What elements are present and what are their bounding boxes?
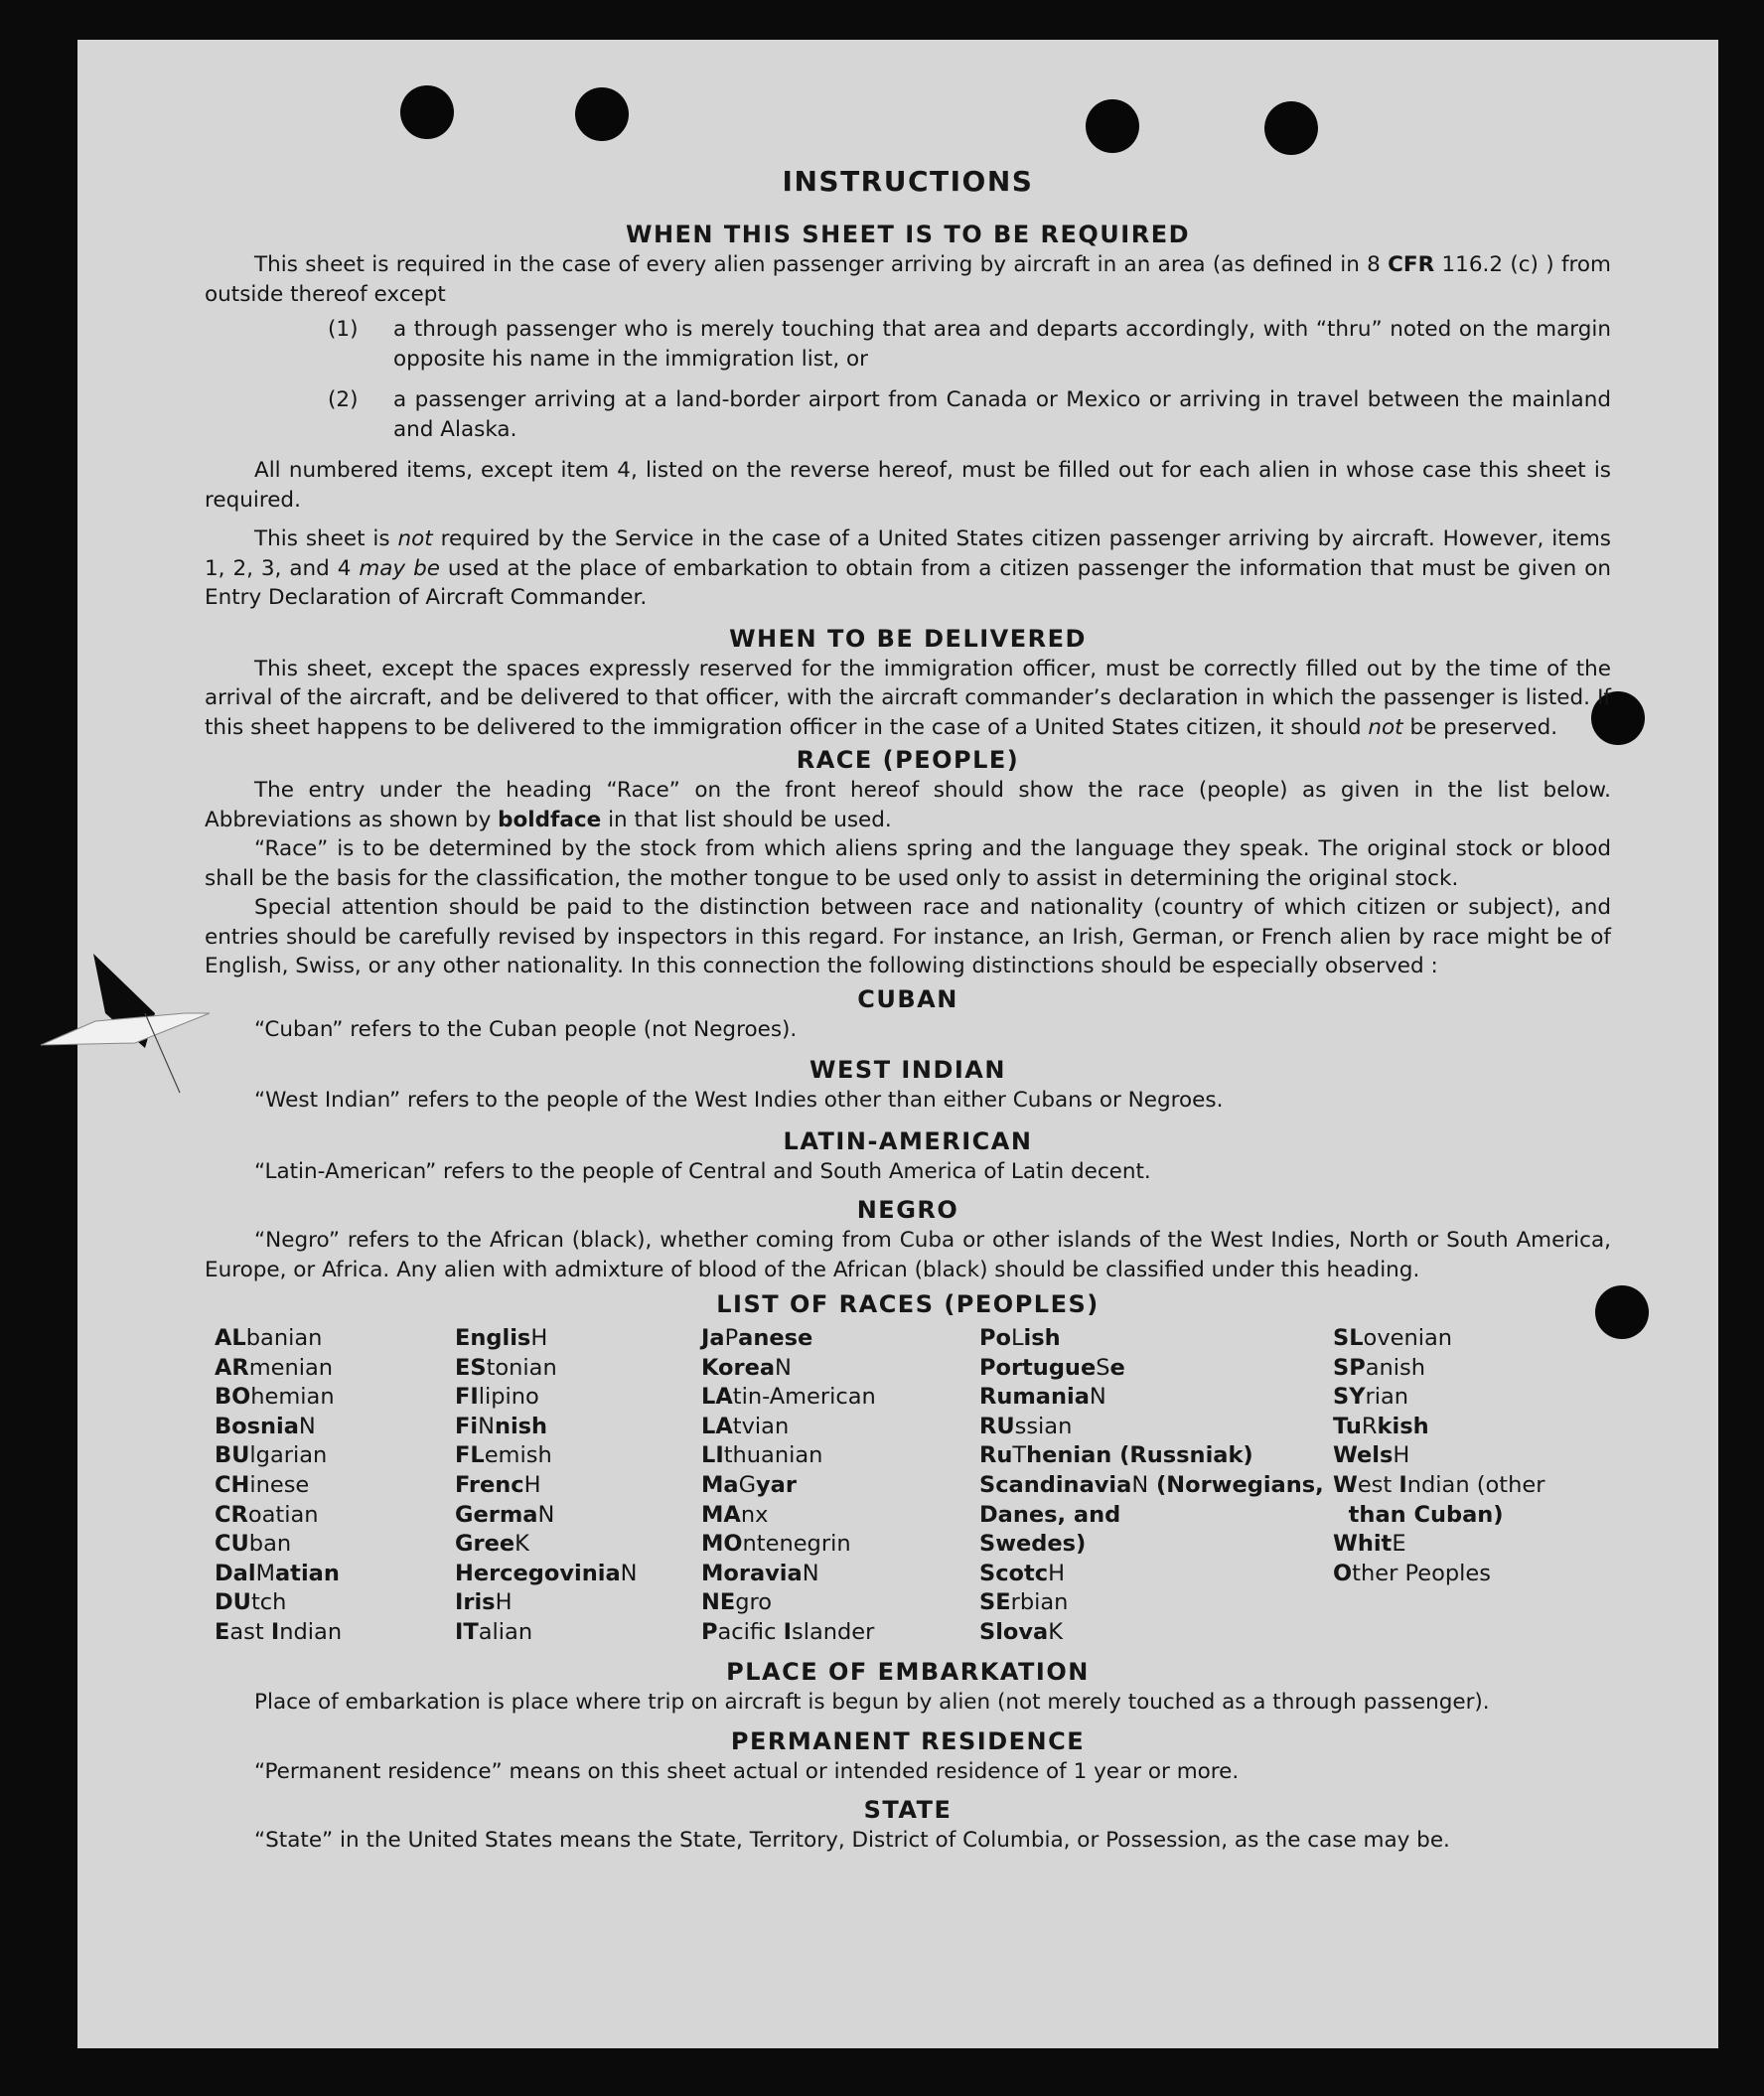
- race-entry: GermaN: [455, 1501, 555, 1528]
- heading-when-required: WHEN THIS SHEET IS TO BE REQUIRED: [625, 221, 1191, 248]
- paragraph-negro: “Negro” refers to the African (black), whether coming from Cuba or other islands of the West Indies, North or South America, Europe, or Africa. Any alien with admixture of blood of the African (black) should be classified under this heading.: [205, 1228, 1611, 1282]
- paragraph-requirement: This sheet is required in the case of every alien passenger arriving by aircraft in an area (as defined in 8 CFR 116.2 (c) ) from outside thereof except: [205, 252, 1611, 307]
- race-entry: MAnx: [701, 1501, 769, 1528]
- races-column-1: [215, 1324, 342, 1648]
- race-entry: LAtin-American: [701, 1384, 876, 1411]
- race-entry: DUtch: [215, 1589, 287, 1616]
- race-entry: ScandinaviaN (Norwegians,: [979, 1471, 1324, 1498]
- race-entry: Other Peoples: [1333, 1560, 1491, 1586]
- paragraph-citizen: This sheet is not required by the Service in the case of a United States citizen passenger arriving by aircraft. However, items 1, 2, 3, and 4 may be used at the place of embarkation to obtain from a citizen passenger the information that must be given on Entry Declaration of Aircraft Commander.: [205, 526, 1612, 610]
- race-entry: than Cuban): [1333, 1501, 1504, 1528]
- race-entry: MaGyar: [701, 1471, 797, 1498]
- race-entry: FiNnish: [455, 1413, 548, 1439]
- punch-hole: [1086, 99, 1139, 153]
- race-entry: ITalian: [455, 1618, 533, 1645]
- heading-embarkation: PLACE OF EMBARKATION: [726, 1658, 1090, 1686]
- race-entry: RumaniaN: [979, 1384, 1106, 1411]
- race-entry: EnglisH: [455, 1325, 548, 1351]
- heading-list-of-races: LIST OF RACES (PEOPLES): [716, 1290, 1100, 1318]
- races-column-3: [701, 1324, 876, 1648]
- heading-when-delivered: WHEN TO BE DELIVERED: [729, 624, 1087, 653]
- race-entry: ALbanian: [215, 1325, 323, 1351]
- races-column-5: [1333, 1324, 1544, 1588]
- race-entry: RuThenian (Russniak): [979, 1442, 1253, 1469]
- paragraph-numbered-items: All numbered items, except item 4, listed on the reverse hereof, must be filled out for each alien in whose case this sheet is required.: [205, 458, 1611, 513]
- race-entry: DalMatian: [215, 1560, 340, 1586]
- paragraph-state: “State” in the United States means the State, Territory, District of Columbia, or Possession, as the case may be.: [254, 1828, 1450, 1853]
- exception-item-1: (1) a through passenger who is merely touching that area and departs accordingly, with “thru” noted on the margin opposite his name in the immigration list, or: [328, 317, 1611, 372]
- race-entry: CUban: [215, 1531, 292, 1558]
- race-entry: GreeK: [455, 1531, 529, 1558]
- race-entry: SYrian: [1333, 1384, 1409, 1411]
- race-entry: CRoatian: [215, 1501, 319, 1528]
- heading-race: RACE (PEOPLE): [796, 746, 1020, 774]
- race-entry: ScotcH: [979, 1560, 1066, 1586]
- paragraph-residence: “Permanent residence” means on this sheet actual or intended residence of 1 year or more.: [254, 1758, 1240, 1784]
- race-entry: CHinese: [215, 1471, 310, 1498]
- punch-hole: [400, 85, 454, 139]
- paragraph-race-nationality: Special attention should be paid to the distinction between race and nationality (country of which citizen or subject), and entries should be carefully revised by inspectors in this regard. For instance, an Irish, German, or French alien by race might be of English, Swiss, or any other nationality. In this connection the following distinctions should be especially observed :: [205, 895, 1611, 978]
- race-entry: LAtvian: [701, 1413, 790, 1439]
- race-entry: SLovenian: [1333, 1325, 1453, 1351]
- races-column-2: [455, 1324, 637, 1648]
- race-entry: EStonian: [455, 1354, 557, 1381]
- heading-west-indian: WEST INDIAN: [809, 1056, 1006, 1084]
- paragraph-cuban: “Cuban” refers to the Cuban people (not Negroes).: [254, 1016, 798, 1042]
- heading-latin-american: LATIN-AMERICAN: [783, 1126, 1033, 1155]
- race-entry: SPanish: [1333, 1354, 1425, 1381]
- race-entry: West Indian (other: [1333, 1471, 1545, 1498]
- heading-cuban: CUBAN: [857, 984, 958, 1013]
- paragraph-latin-american: “Latin-American” refers to the people of Central and South America of Latin decent.: [254, 1158, 1151, 1184]
- paragraph-race-entry: The entry under the heading “Race” on the front hereof should show the race (people) as given in the list below. Abbreviations as shown by boldface in that list should be used.: [205, 778, 1611, 832]
- heading-residence: PERMANENT RESIDENCE: [730, 1726, 1086, 1755]
- race-entry: KoreaN: [701, 1354, 792, 1381]
- race-entry: TuRkish: [1333, 1413, 1429, 1439]
- race-entry: BUlgarian: [215, 1442, 328, 1469]
- race-entry: WhitE: [1333, 1531, 1406, 1558]
- race-entry: Swedes): [979, 1531, 1087, 1558]
- race-entry: WelsH: [1333, 1442, 1410, 1469]
- race-entry: PoLish: [979, 1325, 1061, 1351]
- page-title: INSTRUCTIONS: [782, 165, 1034, 198]
- paragraph-west-indian: “West Indian” refers to the people of the West Indies other than either Cubans or Negroes.: [254, 1088, 1224, 1113]
- race-entry: LIthuanian: [701, 1442, 823, 1469]
- race-entry: SlovaK: [979, 1618, 1063, 1645]
- race-entry: MoraviaN: [701, 1560, 819, 1586]
- race-entry: SErbian: [979, 1589, 1069, 1616]
- exception-item-2: (2) a passenger arriving at a land-border airport from Canada or Mexico or arriving in travel between the mainland and Alaska.: [328, 387, 1611, 442]
- race-entry: BOhemian: [215, 1384, 335, 1411]
- race-entry: PortugueSe: [979, 1354, 1125, 1381]
- torn-corner: [36, 954, 215, 1152]
- paragraph-delivered: This sheet, except the spaces expressly reserved for the immigration officer, must be correctly filled out by the time of the arrival of the aircraft, and be delivered to that officer, with the aircraft commander’s declaration in which the passenger is listed. If this sheet happens to be delivered to the immigration officer in the case of a United States citizen, it should not be preserved.: [205, 656, 1611, 740]
- race-entry: MOntenegrin: [701, 1531, 851, 1558]
- races-list: [205, 1324, 1611, 1652]
- race-entry: IrisH: [455, 1589, 513, 1616]
- race-entry: ARmenian: [215, 1354, 334, 1381]
- race-entry: NEgro: [701, 1589, 773, 1616]
- race-entry: JaPanese: [701, 1325, 813, 1351]
- race-entry: Danes, and: [979, 1501, 1121, 1528]
- punch-hole: [575, 87, 629, 141]
- heading-state: STATE: [863, 1796, 953, 1824]
- races-column-4: [979, 1324, 1324, 1648]
- paragraph-race-stock: “Race” is to be determined by the stock from which aliens spring and the language they speak. The original stock or blood shall be the basis for the classification, the mother tongue to be used only to assist in determining the original stock.: [205, 836, 1611, 891]
- instructions-content: [205, 163, 1611, 1856]
- punch-hole: [1264, 101, 1318, 155]
- paragraph-embarkation: Place of embarkation is place where trip on aircraft is begun by alien (not merely touched as a through passenger).: [254, 1690, 1490, 1715]
- race-entry: FrencH: [455, 1471, 541, 1498]
- race-entry: East Indian: [215, 1618, 343, 1645]
- race-entry: BosniaN: [215, 1413, 316, 1439]
- race-entry: HercegoviniaN: [455, 1560, 638, 1586]
- heading-negro: NEGRO: [856, 1196, 959, 1224]
- race-entry: RUssian: [979, 1413, 1073, 1439]
- race-entry: FIlipino: [455, 1384, 539, 1411]
- race-entry: FLemish: [455, 1442, 552, 1469]
- race-entry: Pacific Islander: [701, 1618, 875, 1645]
